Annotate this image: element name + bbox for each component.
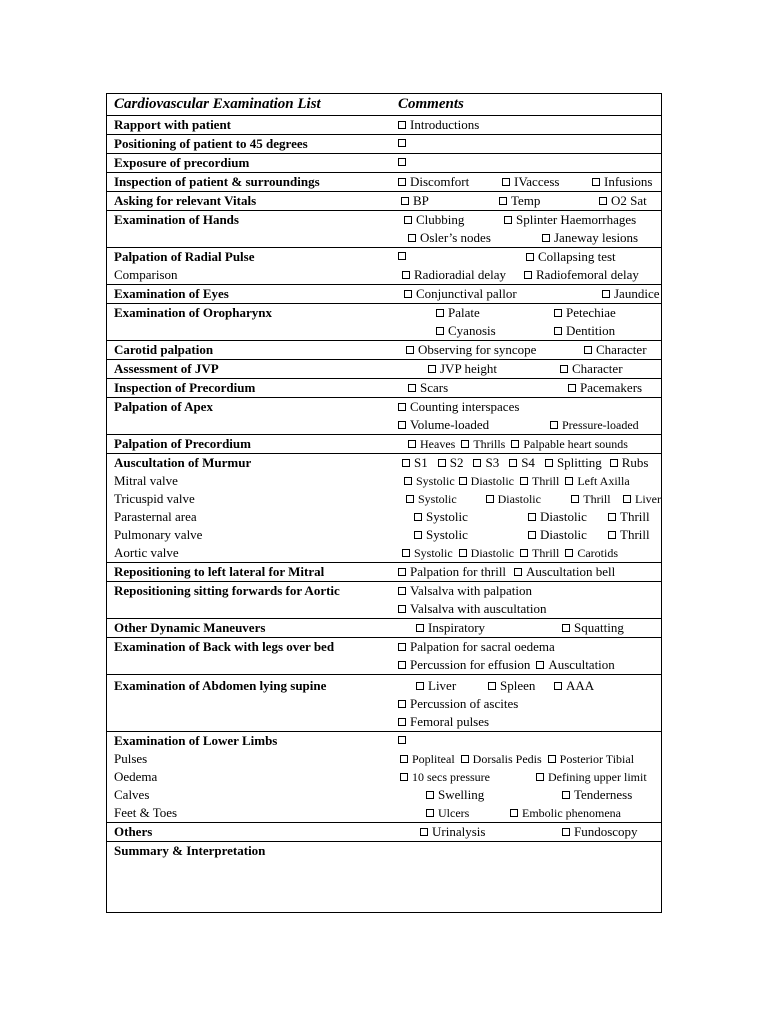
checkbox-item[interactable]: Counting interspaces <box>398 398 519 416</box>
checkbox-item[interactable]: Systolic <box>404 472 455 490</box>
checkbox-item[interactable]: Palate <box>436 304 554 322</box>
checkbox-item[interactable]: BP <box>401 192 499 210</box>
checkbox-icon <box>436 309 444 317</box>
checkbox-icon <box>509 459 517 467</box>
checkbox-icon <box>565 477 573 485</box>
checkbox-icon <box>438 459 446 467</box>
checkbox-icon <box>514 568 522 576</box>
checkbox-icon <box>414 513 422 521</box>
row-label: Examination of Abdomen lying supine <box>107 675 387 732</box>
checkbox-item[interactable]: Dorsalis Pedis <box>461 750 542 768</box>
row-label: Examination of Back with legs over bed <box>107 638 387 675</box>
checkbox-icon <box>426 809 434 817</box>
checkbox-item[interactable]: Diastolic <box>528 508 608 526</box>
row-label: Inspection of Precordium <box>107 379 387 398</box>
checkbox-icon <box>592 178 600 186</box>
checkbox-item[interactable]: Thrill <box>608 508 650 526</box>
checkbox-item[interactable]: S2 <box>438 454 464 472</box>
checkbox-item[interactable]: Systolic <box>414 508 528 526</box>
row-label: Palpation of Radial Pulse <box>114 249 255 264</box>
checkbox-icon <box>404 216 412 224</box>
checkbox-item[interactable]: Cyanosis <box>436 322 554 340</box>
checkbox-item[interactable]: Temp <box>499 192 599 210</box>
comments-heading: Comments <box>398 96 464 112</box>
checkbox-item[interactable]: AAA <box>554 677 594 695</box>
checkbox-icon <box>406 495 414 503</box>
checkbox-icon <box>554 309 562 317</box>
row-label: Palpation of Apex <box>107 398 387 435</box>
checkbox-item[interactable]: Swelling <box>426 786 562 804</box>
checkbox-item[interactable]: Observing for syncope <box>406 341 584 359</box>
checkbox-item[interactable]: Splitting <box>545 454 602 472</box>
checkbox-item[interactable]: Petechiae <box>554 304 616 322</box>
row-label: Summary & Interpretation <box>107 842 387 913</box>
row-label: Carotid palpation <box>107 341 387 360</box>
checkbox-icon <box>400 755 408 763</box>
checkbox-item[interactable]: Defining upper limit <box>536 768 647 786</box>
checkbox-icon <box>461 440 469 448</box>
checkbox-icon <box>398 587 406 595</box>
checkbox-icon <box>400 773 408 781</box>
checkbox-item[interactable]: JVP height <box>428 360 560 378</box>
checkbox-item[interactable]: Thrill <box>520 544 559 562</box>
checkbox-item[interactable]: Valsalva with auscultation <box>398 600 546 618</box>
checkbox-item[interactable]: Systolic <box>406 490 486 508</box>
checkbox-icon[interactable] <box>398 139 406 147</box>
checkbox-item[interactable]: Conjunctival pallor <box>404 285 602 303</box>
checkbox-icon <box>526 253 534 261</box>
row-sublabel: Oedema <box>114 769 158 784</box>
checkbox-icon <box>511 440 519 448</box>
checkbox-icon <box>520 549 528 557</box>
checkbox-item[interactable]: Diastolic <box>459 544 514 562</box>
checkbox-item[interactable]: S4 <box>509 454 535 472</box>
table-row <box>107 675 662 732</box>
checkbox-item[interactable]: Radioradial delay <box>402 266 524 284</box>
checkbox-item[interactable]: Spleen <box>488 677 554 695</box>
checkbox-icon <box>610 459 618 467</box>
row-sublabel: Pulses <box>114 751 148 766</box>
checkbox-item[interactable]: Character <box>584 341 647 359</box>
table-row <box>107 582 662 619</box>
checkbox-icon <box>404 477 412 485</box>
checkbox-icon <box>398 661 406 669</box>
checkbox-icon <box>408 440 416 448</box>
checkbox-item[interactable]: Pressure-loaded <box>550 416 639 434</box>
row-label: Repositioning sitting forwards for Aortic <box>107 582 387 619</box>
checkbox-item[interactable]: Percussion for effusion <box>398 656 530 674</box>
checkbox-item[interactable]: IVaccess <box>502 173 592 191</box>
checkbox-icon <box>459 477 467 485</box>
checkbox-item[interactable]: Diastolic <box>486 490 572 508</box>
table-row <box>107 285 662 304</box>
checkbox-icon <box>398 643 406 651</box>
checkbox-item[interactable]: Thrill <box>608 526 650 544</box>
checkbox-icon <box>402 271 410 279</box>
row-sublabel: Parasternal area <box>114 509 197 524</box>
checkbox-icon <box>436 327 444 335</box>
checkbox-icon <box>488 682 496 690</box>
table-title: Cardiovascular Examination List <box>114 96 321 112</box>
row-label: Repositioning to left lateral for Mitral <box>107 563 387 582</box>
checkbox-icon <box>398 605 406 613</box>
checkbox-item[interactable]: Heaves <box>408 435 455 453</box>
checkbox-icon <box>416 624 424 632</box>
checkbox-icon <box>398 700 406 708</box>
row-label: Rapport with patient <box>107 116 387 135</box>
checkbox-icon <box>461 755 469 763</box>
table-row <box>107 398 662 435</box>
checkbox-item[interactable]: Inspiratory <box>416 619 562 637</box>
checkbox-item[interactable]: Palpation for thrill <box>398 563 506 581</box>
checkbox-icon <box>502 178 510 186</box>
checkbox-icon <box>473 459 481 467</box>
row-label: Inspection of patient & surroundings <box>107 173 387 192</box>
checkbox-icon <box>542 234 550 242</box>
checkbox-item[interactable]: Popliteal <box>400 750 455 768</box>
checkbox-item[interactable]: Janeway lesions <box>542 229 638 247</box>
row-label: Asking for relevant Vitals <box>107 192 387 211</box>
checkbox-item[interactable]: Left Axilla <box>565 472 629 490</box>
row-label: Palpation of Precordium <box>107 435 387 454</box>
checkbox-item[interactable]: S3 <box>473 454 499 472</box>
checkbox-item[interactable]: Clubbing <box>404 211 504 229</box>
checkbox-icon <box>584 346 592 354</box>
checkbox-icon <box>623 495 631 503</box>
table-row <box>107 563 662 582</box>
checkbox-icon <box>510 809 518 817</box>
checkbox-icon <box>408 234 416 242</box>
checkbox-item[interactable]: Systolic <box>402 544 453 562</box>
table-row <box>107 379 662 398</box>
checkbox-icon <box>401 197 409 205</box>
checkbox-item[interactable]: Squatting <box>562 619 624 637</box>
checkbox-item[interactable]: Femoral pulses <box>398 713 489 731</box>
row-label: Examination of Hands <box>107 211 387 248</box>
checkbox-item[interactable]: Discomfort <box>398 173 502 191</box>
checkbox-item[interactable]: Liver <box>416 677 488 695</box>
checkbox-icon <box>602 290 610 298</box>
table-row <box>107 341 662 360</box>
checkbox-item[interactable]: Radiofemoral delay <box>524 266 639 284</box>
checkbox-icon <box>486 495 494 503</box>
table-row <box>107 454 662 563</box>
row-sublabel: Comparison <box>114 267 178 282</box>
checkbox-item[interactable]: Dentition <box>554 322 615 340</box>
table-row <box>107 192 662 211</box>
checkbox-item[interactable]: Posterior Tibial <box>548 750 634 768</box>
row-label: Positioning of patient to 45 degrees <box>107 135 387 154</box>
checkbox-icon <box>404 290 412 298</box>
checkbox-icon <box>416 682 424 690</box>
checkbox-item[interactable]: Character <box>560 360 623 378</box>
checkbox-item[interactable]: Palpation for sacral oedema <box>398 638 555 656</box>
checkbox-icon <box>499 197 507 205</box>
row-sublabel: Calves <box>114 787 150 802</box>
checkbox-icon <box>562 791 570 799</box>
table-row <box>107 435 662 454</box>
checkbox-icon <box>402 459 410 467</box>
checkbox-icon <box>408 384 416 392</box>
checkbox-item[interactable]: Carotids <box>565 544 618 562</box>
table-row <box>107 619 662 638</box>
table-row <box>107 842 662 913</box>
row-label: Others <box>107 823 387 842</box>
checkbox-icon[interactable] <box>398 252 406 260</box>
checkbox-icon <box>520 477 528 485</box>
checkbox-item[interactable]: Introductions <box>398 116 479 134</box>
cardiovascular-examination-table <box>106 93 662 913</box>
checkbox-item[interactable]: Volume-loaded <box>398 416 550 434</box>
table-row <box>107 304 662 341</box>
row-sublabel: Pulmonary valve <box>114 527 203 542</box>
row-label: Examination of Eyes <box>107 285 387 304</box>
checkbox-icon[interactable] <box>398 736 406 744</box>
checkbox-icon <box>398 718 406 726</box>
row-sublabel: Feet & Toes <box>114 805 178 820</box>
checkbox-item[interactable]: Ulcers <box>426 804 510 822</box>
checkbox-icon <box>599 197 607 205</box>
checkbox-icon <box>554 327 562 335</box>
checkbox-icon <box>398 121 406 129</box>
checkbox-icon <box>414 531 422 539</box>
checkbox-item[interactable]: O2 Sat <box>599 192 647 210</box>
checkbox-item[interactable]: Palpable heart sounds <box>511 435 628 453</box>
checkbox-item[interactable]: 10 secs pressure <box>400 768 536 786</box>
checkbox-icon <box>398 403 406 411</box>
header-row <box>107 94 662 116</box>
table-row <box>107 732 662 823</box>
checkbox-item[interactable]: Thrills <box>461 435 505 453</box>
checkbox-item[interactable]: Auscultation <box>536 656 614 674</box>
checkbox-item[interactable]: Jaundice <box>602 285 659 303</box>
table-row <box>107 135 662 154</box>
checkbox-icon <box>420 828 428 836</box>
checkbox-icon <box>536 661 544 669</box>
checkbox-item[interactable]: Osler’s nodes <box>408 229 542 247</box>
checkbox-icon <box>571 495 579 503</box>
checkbox-item[interactable]: Infusions <box>592 173 652 191</box>
table-row <box>107 638 662 675</box>
checkbox-icon <box>528 513 536 521</box>
checkbox-item[interactable]: Pacemakers <box>568 379 642 397</box>
checkbox-item[interactable]: Auscultation bell <box>514 563 615 581</box>
checkbox-icon <box>548 755 556 763</box>
checkbox-icon <box>608 531 616 539</box>
checkbox-icon <box>428 365 436 373</box>
checkbox-item[interactable]: Tenderness <box>562 786 632 804</box>
checkbox-item[interactable]: Diastolic <box>459 472 514 490</box>
row-sublabel: Aortic valve <box>114 545 179 560</box>
row-label: Assessment of JVP <box>107 360 387 379</box>
checkbox-item[interactable]: Collapsing test <box>526 248 616 266</box>
checkbox-icon <box>565 549 573 557</box>
table-row <box>107 173 662 192</box>
checkbox-icon <box>536 773 544 781</box>
checkbox-icon <box>398 178 406 186</box>
row-label: Auscultation of Murmur <box>114 455 252 470</box>
checkbox-icon <box>402 549 410 557</box>
checkbox-icon <box>608 513 616 521</box>
row-sublabel: Tricuspid valve <box>114 491 195 506</box>
checkbox-item[interactable]: Fundoscopy <box>562 823 638 841</box>
checkbox-icon <box>528 531 536 539</box>
checkbox-item[interactable]: Splinter Haemorrhages <box>504 211 636 229</box>
checkbox-item[interactable]: Percussion of ascites <box>398 695 518 713</box>
row-sublabel: Mitral valve <box>114 473 178 488</box>
checkbox-icon <box>545 459 553 467</box>
checkbox-item[interactable]: Diastolic <box>528 526 608 544</box>
checkbox-icon <box>554 682 562 690</box>
checkbox-icon <box>562 624 570 632</box>
checkbox-item[interactable]: Thrill <box>571 490 623 508</box>
checkbox-icon <box>550 421 558 429</box>
checkbox-icon <box>524 271 532 279</box>
checkbox-item[interactable]: Systolic <box>414 526 528 544</box>
checkbox-icon <box>568 384 576 392</box>
table-row <box>107 154 662 173</box>
table-row <box>107 248 662 285</box>
table-row <box>107 211 662 248</box>
table-row <box>107 360 662 379</box>
checkbox-item[interactable]: Thrill <box>520 472 559 490</box>
row-label: Examination of Oropharynx <box>107 304 387 341</box>
checkbox-item[interactable]: Embolic phenomena <box>510 804 621 822</box>
table-row <box>107 823 662 842</box>
row-label: Exposure of precordium <box>107 154 387 173</box>
checkbox-icon <box>398 421 406 429</box>
checkbox-icon <box>562 828 570 836</box>
checkbox-item[interactable]: S1 <box>402 454 428 472</box>
checkbox-icon <box>426 791 434 799</box>
checkbox-icon[interactable] <box>398 158 406 166</box>
checkbox-item[interactable]: Urinalysis <box>420 823 562 841</box>
checkbox-item[interactable]: Scars <box>408 379 568 397</box>
row-label: Examination of Lower Limbs <box>114 733 278 748</box>
checkbox-item[interactable]: Rubs <box>610 454 649 472</box>
checkbox-item[interactable]: Liver <box>623 490 661 508</box>
row-label: Other Dynamic Maneuvers <box>107 619 387 638</box>
table-row <box>107 116 662 135</box>
checkbox-icon <box>560 365 568 373</box>
checkbox-icon <box>398 568 406 576</box>
checkbox-icon <box>406 346 414 354</box>
checkbox-icon <box>459 549 467 557</box>
checkbox-item[interactable]: Valsalva with palpation <box>398 582 532 600</box>
checkbox-icon <box>504 216 512 224</box>
summary-notes-area[interactable] <box>386 842 662 913</box>
